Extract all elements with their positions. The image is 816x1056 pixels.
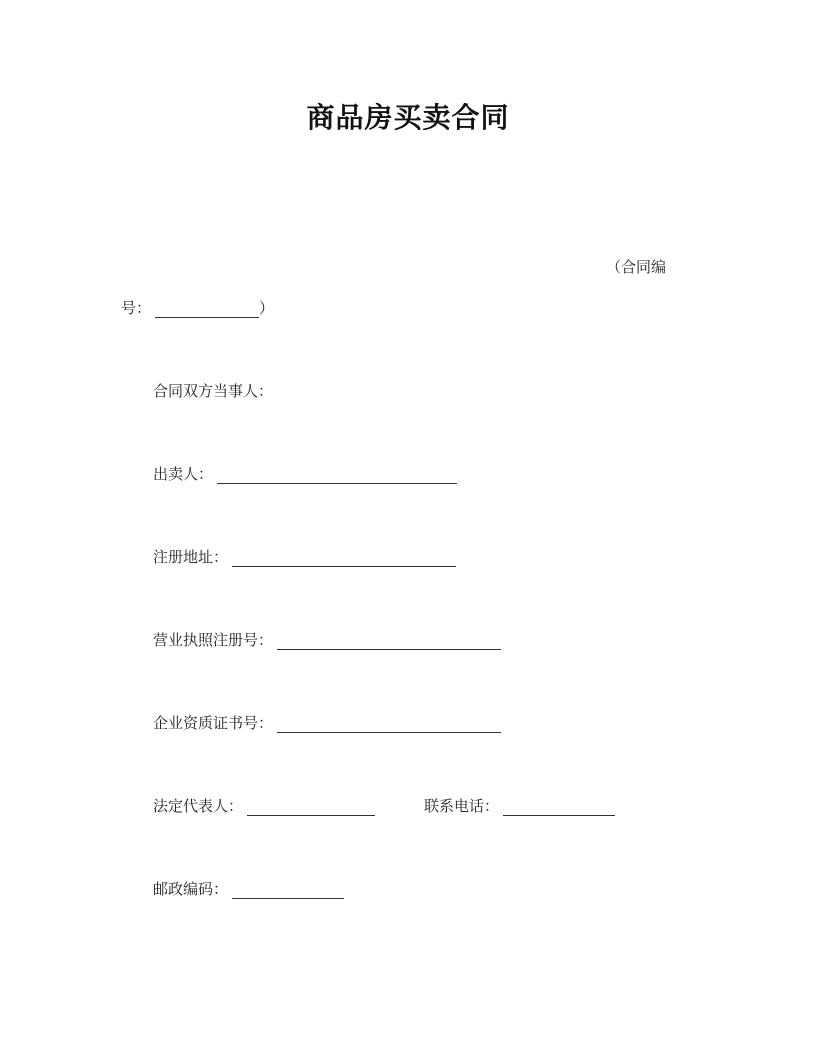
business-license-label: 营业执照注册号： [153,631,274,649]
contract-number-label: 号： [121,299,152,317]
contract-number-row [121,298,274,318]
registered-address-row [153,547,456,567]
seller-label: 出卖人： [153,465,214,483]
contract-number-prefix-text: （合同编 [606,258,667,276]
qualification-cert-row [153,713,501,733]
postal-code-row [153,879,344,899]
business-license-row [153,630,501,650]
qualification-cert-field[interactable] [277,716,501,733]
postal-code-label: 邮政编码： [153,880,229,898]
parties-heading-text: 合同双方当事人： [153,382,274,400]
contract-number-prefix [606,257,666,277]
postal-code-field[interactable] [232,882,344,899]
contract-number-suffix: ） [259,299,275,317]
phone-label: 联系电话： [424,797,500,815]
qualification-cert-label: 企业资质证书号： [153,714,274,732]
document-title: 商品房买卖合同 [306,101,510,134]
legal-rep-row [153,796,375,816]
phone-row [424,796,615,816]
contract-number-field[interactable] [155,301,259,318]
seller-row [153,464,457,484]
legal-rep-field[interactable] [247,799,375,816]
business-license-field[interactable] [277,633,501,650]
registered-address-field[interactable] [232,550,456,567]
registered-address-label: 注册地址： [153,548,229,566]
seller-field[interactable] [217,467,457,484]
phone-field[interactable] [503,799,615,816]
parties-heading [153,381,273,401]
legal-rep-label: 法定代表人： [153,797,244,815]
